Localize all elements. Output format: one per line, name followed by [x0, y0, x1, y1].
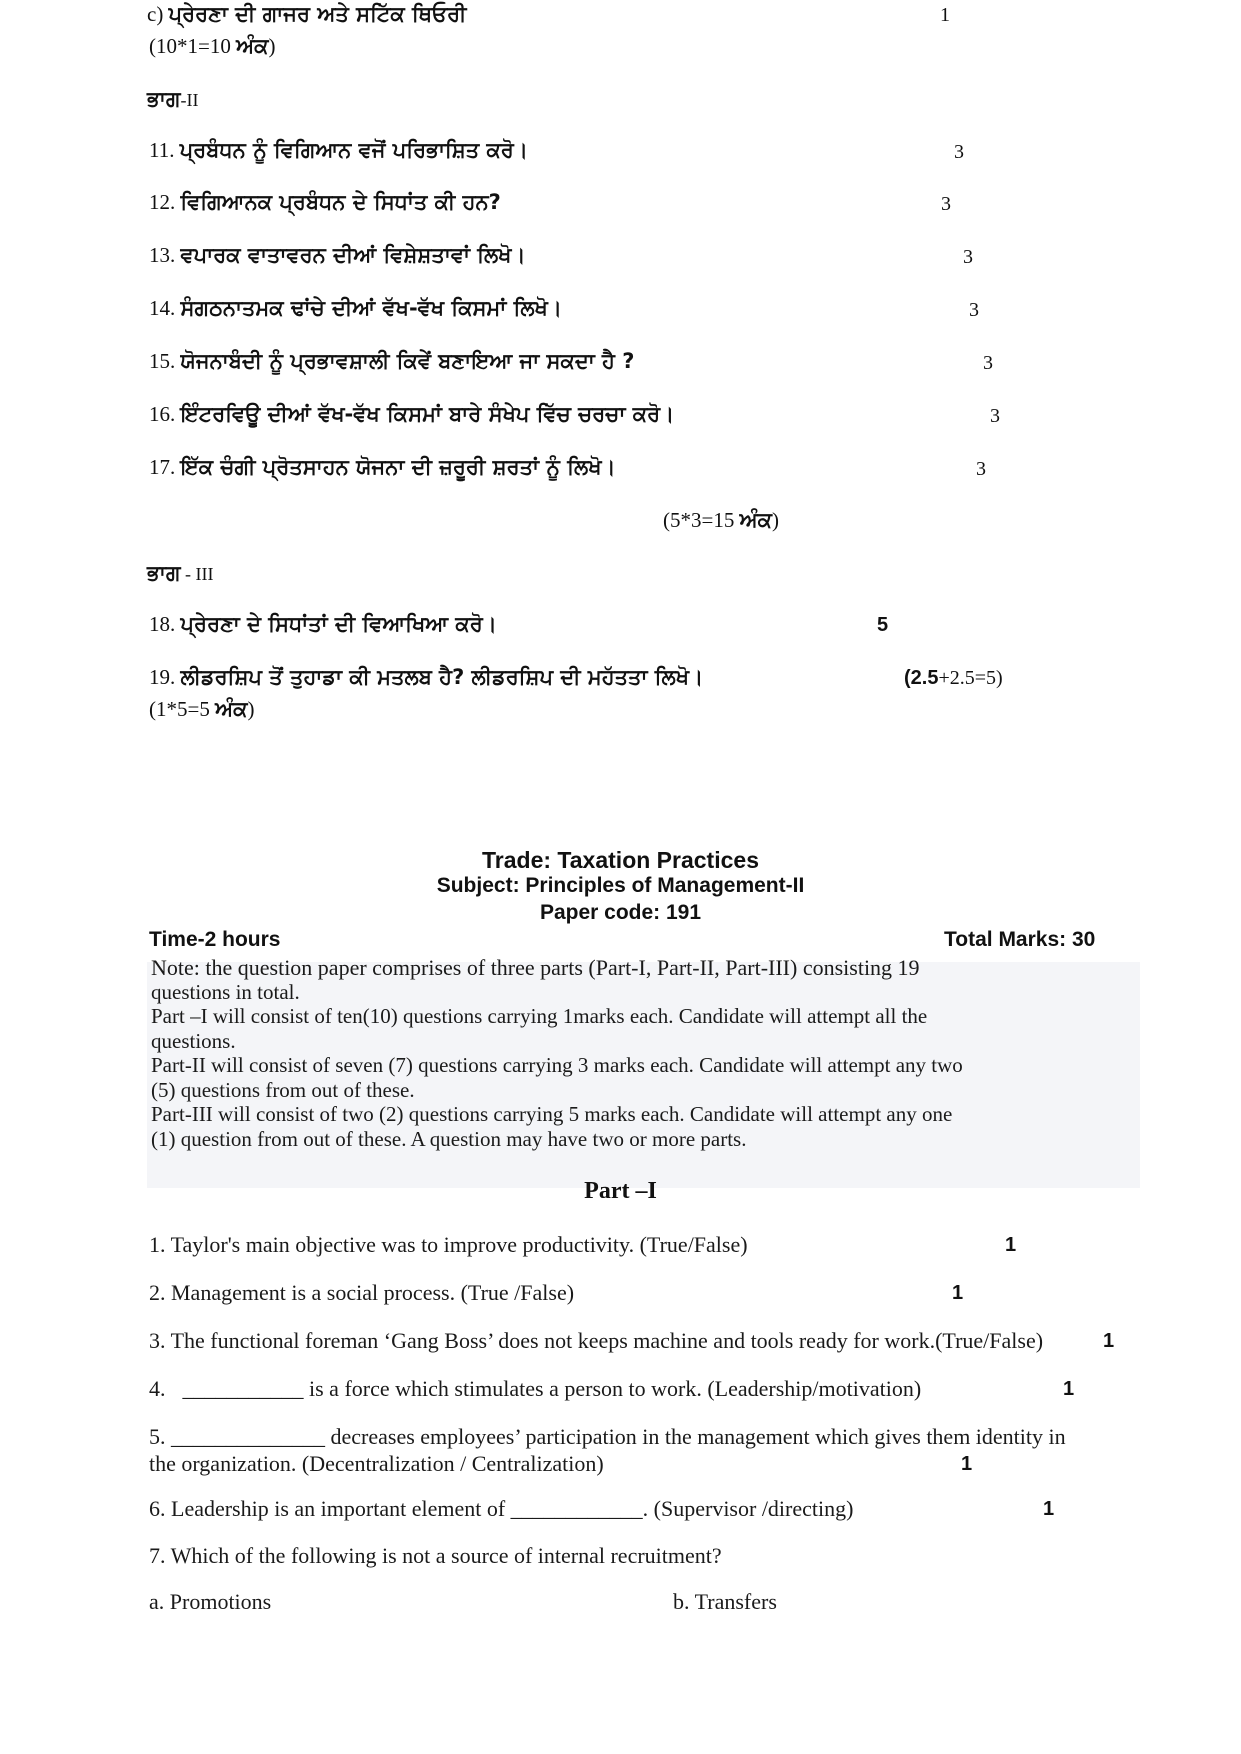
instruction-line: Part –I will consist of ten(10) questions carrying 1marks each. Candidate will attempt all the — [151, 1004, 928, 1028]
instruction-line: Note: the question paper comprises of three parts (Part-I, Part-II, Part-III) consisting 19 — [151, 955, 920, 980]
question-text: ਪ੍ਰਬੰਧਨ ਨੂੰ ਵਿਗਿਆਨ ਵਜੋਂ ਪਰਿਭਾਸ਼ਿਤ ਕਰੋ। — [179, 138, 528, 162]
question-text: ਪ੍ਰੇਰਣਾ ਦੀ ਗਾਜਰ ਅਤੇ ਸਟਿੱਕ ਥਿਓਰੀ — [168, 2, 467, 26]
instruction-line: questions in total. — [151, 980, 300, 1004]
time-allowed: Time-2 hours — [149, 928, 281, 951]
question-number: 4. — [149, 1376, 166, 1401]
part2-total — [663, 508, 779, 533]
part2-question — [149, 138, 528, 163]
question-number: 18. — [149, 612, 181, 636]
question-number: 13. — [149, 243, 181, 267]
question-text: ___________ is a force which stimulates a person to work. (Leadership/motivation) — [182, 1376, 922, 1401]
question-marks: 1 — [1043, 1498, 1055, 1520]
paper-code: Paper code: 191 — [539, 901, 702, 924]
total-word: ਅੰਕ — [236, 34, 269, 58]
question-number: 14. — [149, 296, 181, 320]
question-text: ਸੰਗਠਨਾਤਮਕ ਢਾਂਚੇ ਦੀਆਂ ਵੱਖ-ਵੱਖ ਕਿਸਮਾਂ ਲਿਖੋ। — [180, 296, 563, 320]
part1-question-4 — [149, 1376, 921, 1402]
question-marks: 1 — [1103, 1330, 1115, 1352]
instruction-line: Part-II will consist of seven (7) questions carrying 3 marks each. Candidate will attempt any two — [151, 1053, 963, 1077]
question-number: 16. — [149, 402, 181, 426]
total-close: ) — [247, 697, 255, 721]
question-marks: 3 — [969, 299, 979, 321]
total-formula: (5*3=15 — [663, 508, 740, 532]
part2-question — [149, 190, 501, 215]
question-marks: 1 — [1005, 1234, 1017, 1256]
part1-question-1: 1. Taylor's main objective was to improve productivity. (True/False) — [149, 1232, 748, 1257]
question-number: 11. — [149, 138, 180, 162]
question-marks: 3 — [990, 405, 1000, 427]
question-marks: 3 — [976, 458, 986, 480]
question-text: ਪ੍ਰੇਰਣਾ ਦੇ ਸਿਧਾਂਤਾਂ ਦੀ ਵਿਆਖਿਆ ਕਰੋ। — [180, 612, 497, 636]
instruction-line: (5) questions from out of these. — [151, 1078, 415, 1102]
question-marks: 3 — [941, 193, 951, 215]
option-a: a. Promotions — [149, 1589, 272, 1614]
part1-question-5-line2: the organization. (Decentralization / Centralization) — [149, 1451, 604, 1476]
question-marks: 3 — [963, 246, 973, 268]
trade-title: Trade: Taxation Practices — [482, 847, 759, 873]
part1-heading: Part –I — [584, 1178, 657, 1204]
question-text: ਇੱਕ ਚੰਗੀ ਪ੍ਰੋਤਸਾਹਨ ਯੋਜਨਾ ਦੀ ਜ਼ਰੂਰੀ ਸ਼ਰਤਾਂ ਨੂੰ ਲਿਖੋ। — [180, 455, 616, 479]
part2-heading — [147, 87, 198, 112]
total-close: ) — [771, 508, 779, 532]
question-text: ਲੀਡਰਸ਼ਿਪ ਤੋਂ ਤੁਹਾਡਾ ਕੀ ਮਤਲਬ ਹੈ? ਲੀਡਰਸ਼ਿਪ ਦੀ ਮਹੱਤਤਾ ਲਿਖੋ। — [180, 665, 704, 689]
question-10c — [147, 2, 466, 27]
question-marks: 3 — [954, 141, 964, 163]
part2-question — [149, 349, 634, 374]
part2-question — [149, 455, 616, 480]
total-word: ਅੰਕ — [739, 508, 772, 532]
heading-suffix: -II — [180, 90, 199, 110]
total-marks: Total Marks: 30 — [944, 928, 1096, 951]
question-number: 19. — [149, 665, 181, 689]
part2-question — [149, 243, 526, 268]
heading-word: ਭਾਗ — [147, 87, 181, 111]
question-marks: 3 — [983, 352, 993, 374]
question-text: ਇੰਟਰਵਿਊ ਦੀਆਂ ਵੱਖ-ਵੱਖ ਕਿਸਮਾਂ ਬਾਰੇ ਸੰਖੇਪ ਵਿੱਚ ਚਰਚਾ ਕਰੋ। — [180, 402, 675, 426]
question-marks: 1 — [1063, 1378, 1075, 1400]
question-text: ਯੋਜਨਾਬੰਦੀ ਨੂੰ ਪ੍ਰਭਾਵਸ਼ਾਲੀ ਕਿਵੇਂ ਬਣਾਇਆ ਜਾ ਸਕਦਾ ਹੈ ? — [180, 349, 635, 373]
part1-question-5-line1: 5. ______________ decreases employees’ participation in the management which gives them identity in — [149, 1424, 1066, 1449]
part3-question — [149, 612, 497, 637]
heading-word: ਭਾਗ — [147, 561, 181, 585]
marks-bold: (2.5 — [904, 667, 939, 689]
instruction-line: Part-III will consist of two (2) questions carrying 5 marks each. Candidate will attempt any one — [151, 1102, 953, 1126]
marks-rest: +2.5=5) — [938, 667, 1003, 689]
question-number: 15. — [149, 349, 181, 373]
total-close: ) — [268, 34, 276, 58]
option-b: b. Transfers — [673, 1589, 777, 1614]
part2-question — [149, 402, 674, 427]
question-marks: 1 — [961, 1453, 973, 1475]
part3-heading — [147, 561, 213, 586]
question-number: 12. — [149, 190, 181, 214]
part1-question-2: 2. Management is a social process. (True /False) — [149, 1280, 575, 1305]
question-marks: 5 — [877, 614, 889, 636]
question-text: ਵਿਗਿਆਨਕ ਪ੍ਰਬੰਧਨ ਦੇ ਸਿਧਾਂਤ ਕੀ ਹਨ? — [180, 190, 501, 214]
question-10c-marks: 1 — [940, 4, 950, 26]
question-number: 17. — [149, 455, 181, 479]
part1-question-6: 6. Leadership is an important element of ____________. (Supervisor /directing) — [149, 1496, 854, 1521]
question-text: ਵਪਾਰਕ ਵਾਤਾਵਰਨ ਦੀਆਂ ਵਿਸ਼ੇਸ਼ਤਾਵਾਂ ਲਿਖੋ। — [180, 243, 526, 267]
total-formula: (1*5=5 — [149, 697, 216, 721]
total-word: ਅੰਕ — [215, 697, 248, 721]
question-marks — [904, 667, 1003, 690]
part2-question — [149, 296, 562, 321]
part1-question-7: 7. Which of the following is not a source of internal recruitment? — [149, 1543, 722, 1568]
instruction-line: (1) question from out of these. A question may have two or more parts. — [151, 1127, 747, 1151]
instruction-line: questions. — [151, 1029, 236, 1053]
question-marks: 1 — [952, 1282, 964, 1304]
question-prefix: c) — [147, 2, 169, 26]
part3-total — [149, 697, 254, 722]
heading-suffix: - III — [180, 564, 214, 584]
total-formula: (10*1=10 — [149, 34, 237, 58]
part1-question-3: 3. The functional foreman ‘Gang Boss’ does not keeps machine and tools ready for work.(True/False) — [149, 1328, 1044, 1353]
part1-total — [149, 34, 275, 59]
part3-question — [149, 665, 703, 690]
subject-title: Subject: Principles of Management-II — [436, 874, 805, 897]
